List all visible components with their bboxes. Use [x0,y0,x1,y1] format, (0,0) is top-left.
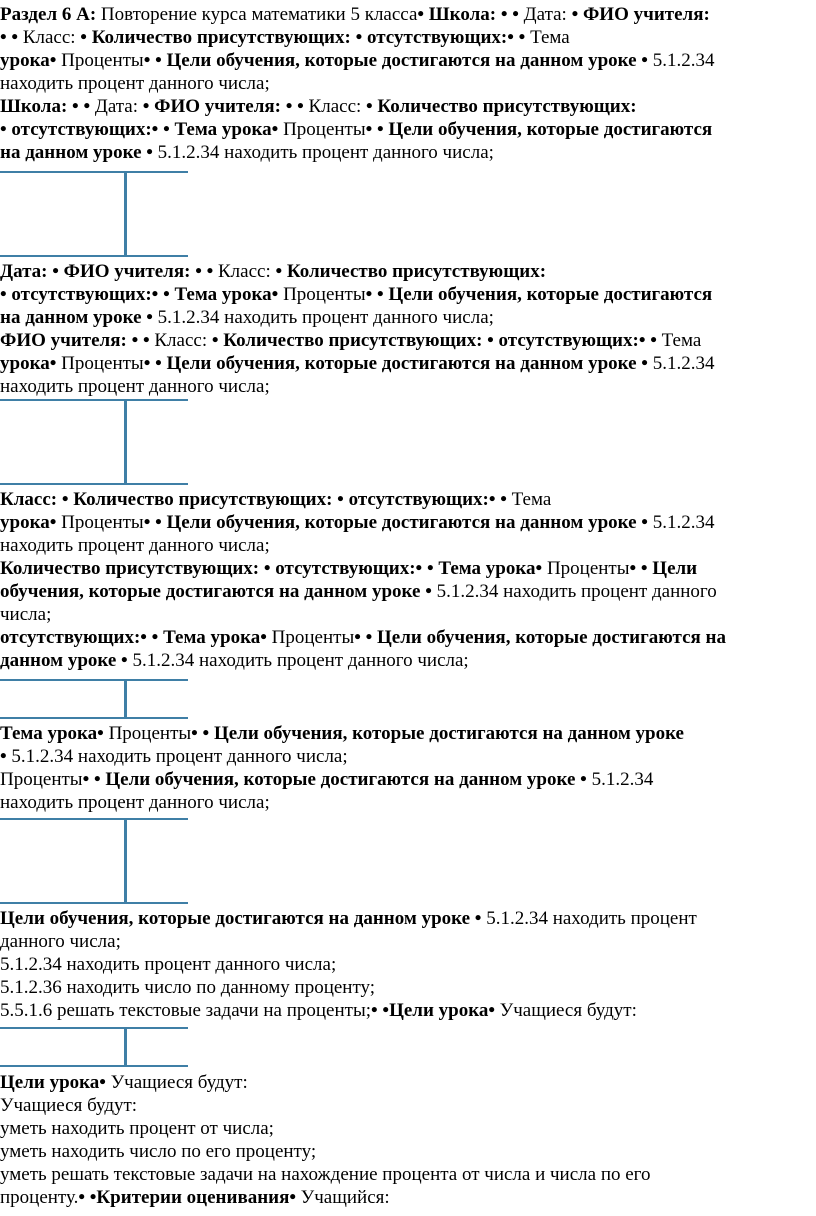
text-line [0,999,812,1022]
bold-run: Школа: • • [0,96,91,117]
text-run: 5.1.2.34 [647,353,715,374]
bold-run: Класс: • Количество присутствующих: • отсутствующих:• • [0,489,507,510]
bold-run: Количество присутствующих: • отсутствующих:• • Тема урока• [0,558,543,579]
text-line [0,649,812,672]
text-line [0,580,812,603]
bold-run: Цели обучения, которые достигаются на данном уроке • [0,908,482,929]
text-run: находить процент данного числа; [0,792,270,813]
bold-run: Тема урока• [0,723,104,744]
text-run: Проценты [56,353,144,374]
text-run: находить процент данного числа; [0,73,270,94]
text-run: Учащийся: [296,1187,390,1208]
section-connector [0,679,190,719]
bold-run: • • [0,27,19,48]
text-run: 5.1.2.34 [647,512,715,533]
text-run: Проценты [103,723,192,744]
bold-run: ФИО учителя: • • [0,330,150,351]
text-run: 5.1.2.34 находить процент [481,908,697,929]
bold-run: • • Цели обучения, которые достигаются на данном уроке • [143,50,648,71]
section-2 [0,260,812,398]
bold-run: • • Цели обучения, которые достигаются на [354,627,726,648]
bold-run: • • Цели [629,558,698,579]
bold-run: • •Цели урока• [371,1000,496,1021]
text-run: Учащиеся будут: [0,1095,138,1116]
text-line [0,283,812,306]
text-line [0,1140,812,1163]
bold-run: на данном уроке • [0,142,153,163]
text-line [0,1094,812,1117]
text-run: данного числа; [0,931,121,952]
text-line [0,1163,812,1186]
text-line [0,95,812,118]
text-run: Класс: [18,27,81,48]
section-1 [0,3,812,164]
bold-run: • • Цели обучения, которые достигаются [365,284,713,305]
text-line [0,1186,812,1209]
text-line [0,534,812,557]
bold-run: обучения, которые достигаются на данном уроке • [0,581,432,602]
text-run: уметь решать текстовые задачи на нахождение процента от числа и числа по его [0,1164,651,1185]
bold-run: • • Цели обучения, которые достигаются на данном уроке • [143,353,648,374]
bold-run: • •Критерии оценивания• [78,1187,297,1208]
section-connector [0,399,190,485]
text-run: Проценты [266,627,355,648]
section-connector [0,171,190,257]
bold-run: • Количество присутствующих: [366,96,637,117]
section-3 [0,488,812,672]
text-line [0,1071,812,1094]
text-run: Тема [506,489,552,510]
text-line [0,722,812,745]
text-line [0,488,812,511]
text-line [0,329,812,352]
text-run: Класс: [213,261,276,282]
bold-run: • [0,746,7,767]
bold-run: • ФИО учителя: • • [142,96,304,117]
text-run: находить процент данного числа; [0,376,270,397]
text-line [0,626,812,649]
bold-run: данном уроке • [0,650,128,671]
text-run: находить процент данного числа; [0,535,270,556]
text-run: уметь находить число по его проценту; [0,1141,317,1162]
bold-run: на данном уроке • [0,307,153,328]
text-run: Проценты [542,558,630,579]
text-line [0,375,812,398]
bold-run: урока• [0,353,57,374]
text-line [0,791,812,814]
bold-run: • Количество присутствующих: • отсутствующих:• • [80,27,526,48]
text-line [0,603,812,626]
section-6 [0,1071,812,1209]
text-run: 5.1.2.34 находить процент данного числа; [127,650,469,671]
text-run: Повторение курса математики 5 класса [96,4,418,25]
bold-run: • • Цели обучения, которые достигаются на данном уроке • [143,512,648,533]
text-line [0,141,812,164]
section-4 [0,722,812,814]
bold-run: • ФИО учителя: [571,4,710,25]
bold-run: • отсутствующих:• • Тема урока• [0,119,279,140]
text-run: Класс: [149,330,212,351]
text-run: 5.1.2.34 [586,769,654,790]
text-run: 5.5.1.6 решать текстовые задачи на проценты; [0,1000,372,1021]
text-run: Дата: [518,4,572,25]
text-line [0,118,812,141]
text-line [0,745,812,768]
text-run: уметь находить процент от числа; [0,1118,274,1139]
text-run: Класс: [303,96,367,117]
text-run: 5.1.2.34 находить процент данного числа; [152,307,494,328]
bold-run: • Школа: • • [417,4,519,25]
text-line [0,26,812,49]
section-connector [0,1027,190,1067]
text-run: Тема [656,330,702,351]
text-line [0,907,812,930]
text-line [0,1117,812,1140]
text-run: проценту. [0,1187,79,1208]
text-line [0,3,812,26]
text-run: 5.1.2.34 находить процент данного числа; [0,954,337,975]
text-run: 5.1.2.34 [647,50,715,71]
bold-run: Раздел 6 А: [0,4,97,25]
bold-run: урока• [0,512,57,533]
text-line [0,976,812,999]
text-line [0,557,812,580]
text-line [0,953,812,976]
text-line [0,930,812,953]
text-run: Проценты [0,769,83,790]
bold-run: урока• [0,50,57,71]
text-line [0,768,812,791]
text-run: числа; [0,604,52,625]
text-run: Тема [525,27,570,48]
text-run: Дата: [90,96,143,117]
text-line [0,306,812,329]
text-run: Проценты [278,284,366,305]
bold-run: Дата: • ФИО учителя: • • [0,261,214,282]
text-run: Проценты [278,119,366,140]
text-line [0,72,812,95]
text-run: 5.1.2.34 находить процент данного числа; [152,142,494,163]
text-run: 5.1.2.34 находить процент данного [431,581,717,602]
bold-run: Цели урока• [0,1072,106,1093]
text-run: Проценты [56,512,144,533]
text-run: Учащиеся будут: [105,1072,248,1093]
text-line [0,260,812,283]
bold-run: • • Цели обучения, которые достигаются на данном уроке [191,723,684,744]
bold-run: • Количество присутствующих: • отсутствующих:• • [211,330,657,351]
text-run: 5.1.2.36 находить число по данному проценту; [0,977,376,998]
bold-run: • отсутствующих:• • Тема урока• [0,284,279,305]
text-run: Проценты [56,50,144,71]
section-5 [0,907,812,1022]
bold-run: • • Цели обучения, которые достигаются на данном уроке • [82,769,587,790]
text-run: 5.1.2.34 находить процент данного числа; [6,746,348,767]
text-line [0,49,812,72]
text-run: Учащиеся будут: [495,1000,637,1021]
section-connector [0,818,190,904]
bold-run: отсутствующих:• • Тема урока• [0,627,267,648]
bold-run: • • Цели обучения, которые достигаются [365,119,713,140]
text-line [0,352,812,375]
text-line [0,511,812,534]
bold-run: • Количество присутствующих: [275,261,547,282]
